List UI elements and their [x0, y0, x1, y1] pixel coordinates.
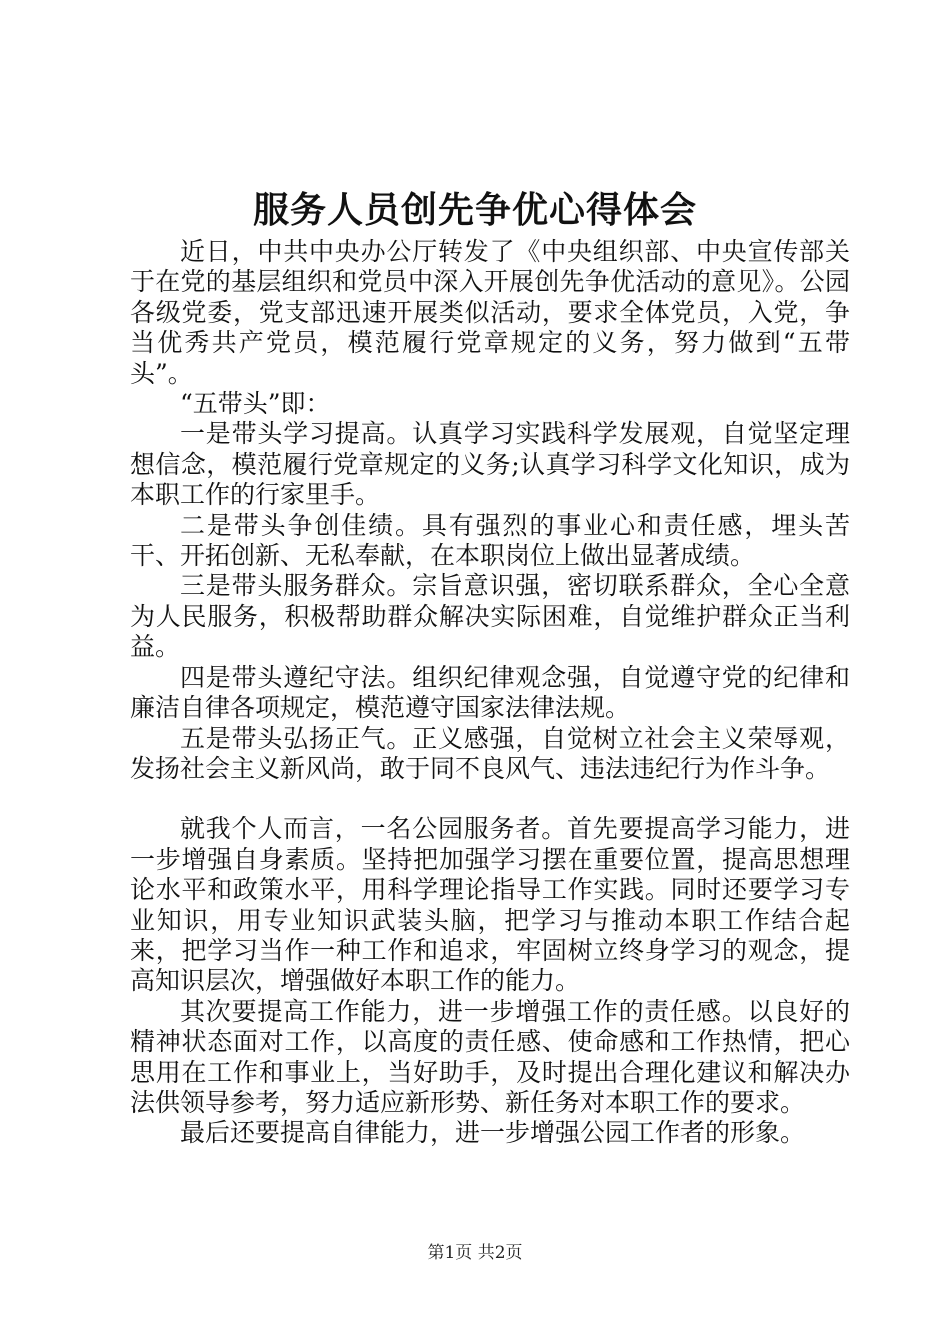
- paragraph-lead-3: 三是带头服务群众。宗旨意识强，密切联系群众，全心全意为人民服务，积极帮助群众解决实际困难，自觉维护群众正当利益。: [130, 571, 850, 662]
- paragraph-work-ability: 其次要提高工作能力，进一步增强工作的责任感。以良好的精神状态面对工作，以高度的责任感、使命感和工作热情，把心思用在工作和事业上，当好助手，及时提出合理化建议和解决办法供领导参考，努力适应新形势、新任务对本职工作的要求。: [130, 996, 850, 1117]
- paragraph-self-discipline: 最后还要提高自律能力，进一步增强公园工作者的形象。: [180, 1118, 806, 1148]
- paragraph-personal: 就我个人而言，一名公园服务者。首先要提高学习能力，进一步增强自身素质。坚持把加强学习摆在重要位置，提高思想理论水平和政策水平，用科学理论指导工作实践。同时还要学习专业知识，用专业知识武装头脑，把学习与推动本职工作结合起来，把学习当作一种工作和追求，牢固树立终身学习的观念，提高知识层次，增强做好本职工作的能力。: [130, 814, 850, 996]
- paragraph-spacer: [130, 784, 850, 814]
- page-footer: 第1页 共2页: [427, 1243, 523, 1263]
- paragraph-five-leads-heading: “五带头”即：: [180, 389, 331, 419]
- paragraph-lead-1: 一是带头学习提高。认真学习实践科学发展观，自觉坚定理想信念，模范履行党章规定的义务;认真学习科学文化知识，成为本职工作的行家里手。: [130, 419, 850, 510]
- paragraph-intro: 近日，中共中央办公厅转发了《中央组织部、中央宣传部关于在党的基层组织和党员中深入开展创先争优活动的意见》。公园各级党委，党支部迅速开展类似活动，要求全体党员，入党，争当优秀共产党员，模范履行党章规定的义务，努力做到“五带头”。: [130, 237, 850, 388]
- document-title: 服务人员创先争优心得体会: [252, 189, 697, 231]
- paragraph-lead-2: 二是带头争创佳绩。具有强烈的事业心和责任感，埋头苦干、开拓创新、无私奉献，在本职岗位上做出显著成绩。: [130, 510, 850, 571]
- paragraph-lead-5: 五是带头弘扬正气。正义感强，自觉树立社会主义荣辱观，发扬社会主义新风尚，敢于同不良风气、违法违纪行为作斗争。: [130, 723, 850, 783]
- document-body: [130, 237, 850, 1149]
- paragraph-lead-4: 四是带头遵纪守法。组织纪律观念强，自觉遵守党的纪律和廉洁自律各项规定，模范遵守国家法律法规。: [130, 662, 850, 723]
